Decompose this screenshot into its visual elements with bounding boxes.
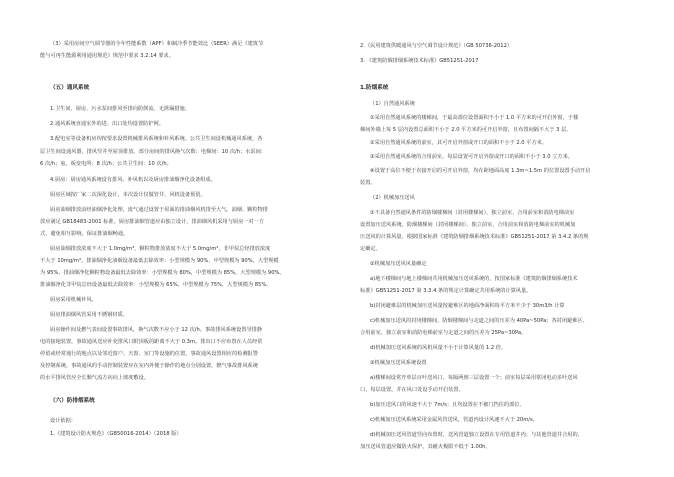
text-line: b)封闭避难层的机械加压送风量按避难区的地面净面积每平方米不少于 30m3/h 计算 — [370, 303, 565, 309]
text-line: 厨房区域按厂家二次深化设计，本次设计仅做管井、风机设备预留。 — [50, 192, 206, 198]
text-line: d)机械加压送风管道竖向布置时，送风管道独立设置在专用管道井内；与其他管道井合用的， — [370, 432, 583, 438]
text-line: a)地下楼梯间与地上楼梯间共用机械加压送风系统的，按国家标准《建筑防烟排烟系统技术 — [370, 276, 578, 282]
text-line: ③机械加压送风系统设置 — [370, 360, 427, 366]
text-line: d)机械加压送风系统的风机风量不小于计算风量的 1.2 倍。 — [370, 345, 507, 351]
text-line: ①不具备自然通风条件的防烟楼梯间（封闭楼梯间）、独立前室、合用前室和消防电梯前室 — [370, 210, 575, 216]
text-line: 加压送风管道应做防火保护，其耐火极限不低于 1.00h。 — [360, 444, 491, 450]
text-line: 厨房采用机械补风。 — [50, 297, 97, 303]
text-line: 电的接地装置。事故通风送应补充排风口附顶板的距离不大于 0.3m。排出口不应布置在人员经常 — [40, 339, 263, 345]
text-line: 层卫生间设通风器，排风竖井至屋顶排放。部分房间的排风换气次数：电梯间：10 次/h；水泵间： — [40, 149, 266, 155]
text-line: b)加压送风口的风速不大于 7m/s；且均设置在不被门挡住的部位。 — [370, 402, 525, 408]
text-line: 式，避免相互影响，保证排油烟畅通。 — [40, 231, 129, 237]
subsection-heading: （2）机械加压送风 — [370, 195, 415, 201]
text-line: 设置加压送风系统。防烟楼梯间（封闭楼梯间）、独立前室、合用前室和消防电梯前室的机械加 — [360, 222, 576, 228]
text-line: a)楼梯间设常开单层百叶送风口，每隔两到三层设置一个；前室每层采用常闭电动多叶送风 — [370, 375, 578, 381]
text-line: 停留或经常通行的地点以及邻近窗户、天窗、室门等设施的位置。事故通风设置相应的检测报警 — [40, 351, 258, 357]
text-line: ③采用自然通风系统的合用前室，每层设置可开启外窗或开口的面积不小于 3.0 立方米。 — [370, 154, 573, 160]
section-heading: （五）通风系统 — [50, 85, 90, 91]
text-line: 装置。 — [360, 180, 376, 186]
text-line: ①采用自然通风系统的楼梯间，于最高部位设置面积不小于 1.0 平方米的可开启外窗，于楼 — [370, 115, 579, 121]
text-line: 设计依据： — [50, 418, 76, 424]
text-line: 合用前室、独立前室和消防电梯前室与走道之间的压差为 25Pa~30Pa。 — [360, 330, 527, 336]
subsection-heading: （1）自然通风系统 — [370, 101, 415, 107]
text-line: 放应满足 GB18483-2001 标准。厨房排油烟管道应由独立设计，排油烟风机采用与厨房一对一方 — [40, 219, 265, 225]
text-line: ④设置于高位不便于直接开启的可开启外窗，均在距地面高度 1.3m~1.5m 的位置设置手动开启 — [370, 168, 591, 174]
text-line: 厨房操作间及燃气表间设置事故排风，换气次数不应小于 12 次/h。事故排风系统设置导排静 — [50, 327, 263, 333]
text-line: 1.卫生间、厨房、污水泵间排风至排向防倒流、无泄漏措施。 — [50, 106, 190, 112]
text-line: c)机械加压送风的封闭楼梯间、防烟楼梯间与走道之间的压差为 40Pa~50Pa；各封闭避难区、 — [370, 318, 588, 324]
text-line: （3）采用房间空气调节器的全年性能系数（APF）和制冷季节能效比（SEER）满足《建筑节 — [50, 41, 264, 47]
text-line: 厨房油烟排放前经油烟净化处理，废气通过设置于屋面的排油烟风机排至大气。油烟、颗粒物排 — [50, 207, 268, 213]
text-line: 排油烟净化非甲烷总烃设备最低去除效率：小型规模为 65%，中型规模为 75%，大型规模为 85%。 — [40, 282, 272, 288]
text-line: 能与可再生能源利用通用规范》规范中要求 3.2.14 要求。 — [40, 53, 174, 59]
text-line: 压送风的计算风量，根据国家标准《建筑防烟排烟系统技术标准》GB51251-2017 第 3.4.2 条的规 — [360, 234, 589, 240]
section-heading: （六）防排烟系统 — [50, 398, 95, 404]
section-heading: 1.防烟系统 — [360, 85, 389, 91]
text-line: 4.厨房：厨房通风系统设有排风、补风机以及厨房排油烟净化设备组成。 — [50, 177, 216, 183]
text-line: 厨房油烟排放浓度不大于 1.0mg/m³，颗粒物排放浓度不大于 5.0mg/m³，非甲烷总烃排放浓度 — [50, 246, 271, 252]
text-line: c)机械加压送风系统采用金属风管送风，管道内设计风速不大于 20m/s。 — [370, 417, 538, 423]
text-line: 定确定。 — [360, 246, 381, 252]
text-line: 1.《建筑设计防火规范》（GB50016-2014）（2018 版） — [50, 431, 182, 437]
text-line: 6 次/h；庖、板变电所：8 次/h；公共卫生间：10 次/h。 — [40, 161, 172, 167]
text-line: 厨房排油烟风管采用不锈钢材质。 — [50, 312, 128, 318]
text-line: 口，每层设置，并在风口处设手动开启装置。 — [360, 387, 464, 393]
text-line: ②采用自然通风系统的前室，其可开启外窗或开口的面积不小于 2.0 平方米。 — [370, 140, 548, 146]
text-line: 的水平排风管应全长顺气流方向向上坡度敷设。 — [40, 375, 149, 381]
text-line: 及控制系统。事故通风的手动控制装置应在室内外便于操作的地点分别设置。燃气事故排风系统 — [40, 363, 258, 369]
text-line: 2.通风系统直通室外的进、出口处均设置防护网。 — [50, 121, 164, 127]
text-line: 梯间外墙上每 5 层内设置总面积不小于 2.0 平方米的可开启外窗，且布置间隔不大于 3 层。 — [360, 127, 572, 133]
text-line: 为 95%。排油烟净化颗粒物设备最低去除效率：小型规模为 80%，中型规模为 85%，大型规模为 90%。 — [40, 270, 285, 276]
text-line: 3. 《建筑防烟排烟系统技术标准》GB51251-2017 — [360, 58, 479, 64]
text-line: 标准》GB51251-2017 第 3.3.4 条的规定计算确定共用系统的计算风量。 — [360, 288, 532, 294]
text-line: 3.配电室等设备机房均按要求设置机械排风系统和补风系统。公共卫生间设机械通风系统，各 — [50, 136, 263, 142]
text-line: 2.《民用建筑供暖通风与空气调节设计规范》（GB 50736-2012） — [360, 43, 513, 49]
text-line: 不大于 10mg/m³。排油烟净化油烟设备最低去除效率：小型规模为 90%，中型规模为 90%，大型规模 — [40, 258, 279, 264]
text-line: ②机械加压送风风量确定 — [370, 261, 427, 267]
